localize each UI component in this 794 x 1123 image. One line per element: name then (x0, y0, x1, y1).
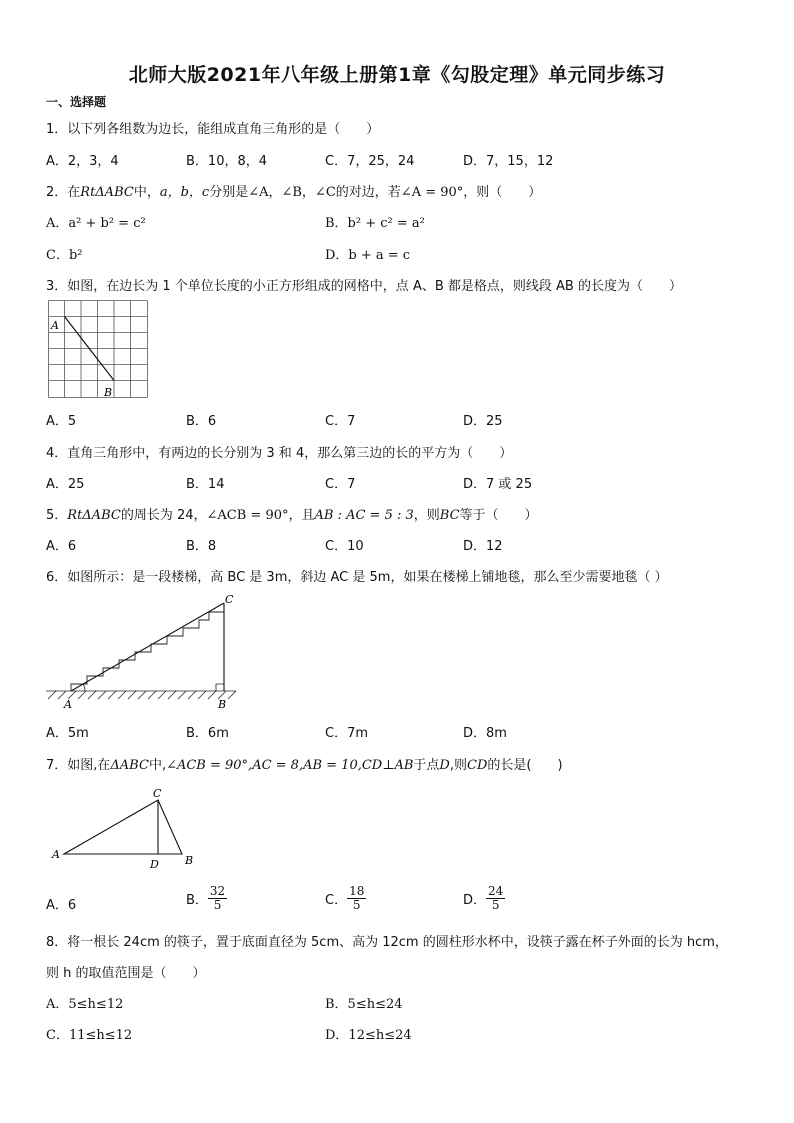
grid-figure (48, 300, 150, 400)
right-angle-mark (216, 684, 224, 691)
q8-option-d: D．12≤h≤24 (325, 1028, 412, 1043)
staircase-figure (46, 590, 246, 712)
q3-option-b: B．6 (186, 414, 217, 429)
question-4-stem: 4．直角三角形中，有两边的长分别为 3 和 4，那么第三边的长的平方为（ ） (46, 446, 513, 461)
q7-option-d: D． $\frac{24}{5}$ (463, 884, 504, 912)
point-b-label: B (218, 698, 227, 711)
point-c-label: C (225, 593, 234, 606)
question-6-stem: 6．如图所示：是一段楼梯，高 BC 是 3m，斜边 AC 是 5m，如果在楼梯上铺地毯，那么至少需要地毯（ ） (46, 570, 668, 585)
question-8-stem-line1: 8．将一根长 24cm 的筷子，置于底面直径为 5cm、高为 12cm 的圆柱形水杯中，设筷子露在杯子外面的长为 hcm， (46, 935, 728, 950)
triangle-figure (46, 784, 206, 874)
q8-option-c: C．11≤h≤12 (46, 1028, 133, 1043)
q1-option-d: D．7，15，12 (463, 154, 554, 169)
ground-hatching (46, 691, 236, 699)
q5-option-a: A．6 (46, 539, 77, 554)
q4-option-b: B．14 (186, 477, 225, 492)
q2-option-c: C．b² (46, 248, 83, 263)
q2-option-d: D．b + a = c (325, 248, 411, 263)
question-5-stem: 5．RtΔABC的周长为 24，∠ACB = 90°，且AB : AC = 5 : 3，则BC等于（ ） (46, 508, 538, 523)
point-a-label: A (52, 848, 60, 861)
q7-option-b: B． $\frac{32}{5}$ (186, 884, 226, 912)
q6-option-a: A．5m (46, 726, 89, 741)
point-b-label: B (185, 854, 194, 867)
angle-arc (83, 684, 85, 691)
q3-option-c: C．7 (325, 414, 356, 429)
triangle-abc (64, 800, 182, 854)
q2-option-a: A．a² + b² = c² (46, 216, 146, 231)
point-c-label: C (153, 787, 162, 800)
q4-option-a: A．25 (46, 477, 85, 492)
q7-option-a: A．6 (46, 898, 77, 913)
q1-option-c: C．7，25，24 (325, 154, 415, 169)
question-3-stem: 3．如图，在边长为 1 个单位长度的小正方形组成的网格中，点 A、B 都是格点，则线段 AB 的长度为（ ） (46, 279, 682, 294)
hypotenuse-ac (71, 603, 224, 691)
question-1-stem: 1．以下列各组数为边长，能组成直角三角形的是（ ） (46, 122, 380, 137)
page-title: 北师大版2021年八年级上册第1章《勾股定理》单元同步练习 (128, 64, 666, 86)
q5-option-c: C．10 (325, 539, 364, 554)
q1-option-a: A．2，3，4 (46, 154, 119, 169)
question-2-stem: 2．在RtΔABC中，a，b，c分别是∠A，∠B，∠C的对边，若∠A = 90°，则（ ） (46, 185, 542, 200)
q4-option-c: C．7 (325, 477, 356, 492)
q5-option-b: B．8 (186, 539, 217, 554)
point-a-label: A (64, 698, 72, 711)
grid-lines (49, 301, 148, 398)
q7-option-c: C． $\frac{18}{5}$ (325, 884, 365, 912)
q3-option-a: A．5 (46, 414, 77, 429)
q8-option-a: A．5≤h≤12 (46, 997, 124, 1012)
q6-option-d: D．8m (463, 726, 507, 741)
point-b-label: B (104, 386, 113, 399)
q6-option-b: B．6m (186, 726, 229, 741)
point-a-label: A (51, 319, 59, 332)
point-d-label: D (150, 858, 159, 871)
q4-option-d: D．7 或 25 (463, 477, 533, 492)
q1-option-b: B．10，8，4 (186, 154, 268, 169)
q3-option-d: D．25 (463, 414, 503, 429)
question-8-stem-line2: 则 h 的取值范围是（ ） (46, 966, 206, 981)
q6-option-c: C．7m (325, 726, 369, 741)
q8-option-b: B．5≤h≤24 (325, 997, 403, 1012)
q5-option-d: D．12 (463, 539, 503, 554)
q2-option-b: B．b² + c² = a² (325, 216, 425, 231)
section-heading: 一、选择题 (46, 95, 107, 109)
question-7-stem: 7．如图,在ΔABC中,∠ACB = 90°,AC = 8,AB = 10,CD⊥AB于点D,则CD的长是( ) (46, 758, 563, 773)
